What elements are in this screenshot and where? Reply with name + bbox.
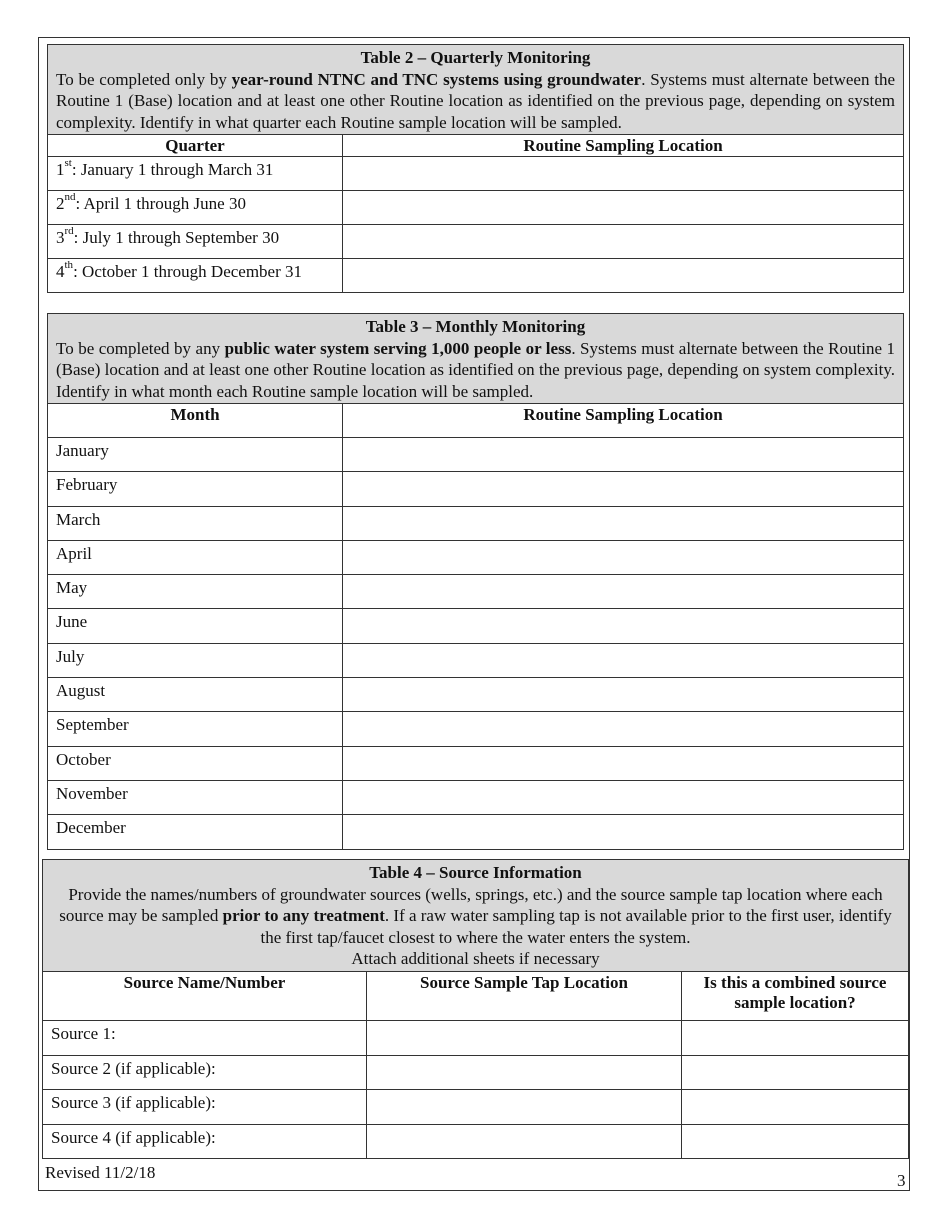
- table-row: [48, 438, 904, 472]
- table4-intro-post: . If a raw water sampling tap is not available prior to the first user, identify the first tap/faucet closest to where the water enters the system.: [260, 906, 892, 947]
- routine-location-field[interactable]: [343, 643, 904, 677]
- source-label: Source 2 (if applicable):: [43, 1055, 367, 1090]
- combined-source-field[interactable]: [682, 1021, 909, 1056]
- month-label: September: [48, 712, 343, 746]
- month-label: March: [48, 506, 343, 540]
- month-label: November: [48, 780, 343, 814]
- routine-location-field[interactable]: [343, 815, 904, 849]
- table3-intro-post: . Systems must alternate between the Routine 1 (Base) location and at least one other Routine location as identified on the previous page, depending on system complexity. Identify in what month each Routine sample location will be sampled.: [56, 338, 896, 401]
- quarter-ordinal: rd: [64, 225, 74, 237]
- table-row: [43, 1021, 909, 1056]
- table3-title: Table 3 – Monthly Monitoring: [365, 317, 586, 336]
- table-monthly-monitoring: [47, 313, 904, 850]
- table2-col-location: Routine Sampling Location: [343, 135, 904, 157]
- table4-intro-pre: Provide the names/numbers of groundwater sources (wells, springs, etc.) and the source sample tap location where each source may be sampled: [59, 884, 883, 925]
- table4-title: Table 4 – Source Information: [369, 863, 582, 882]
- combined-source-field[interactable]: [682, 1055, 909, 1090]
- source-tap-field[interactable]: [367, 1124, 682, 1159]
- routine-location-field[interactable]: [343, 609, 904, 643]
- month-label: January: [48, 438, 343, 472]
- table-row: [43, 1124, 909, 1159]
- table-row: [48, 506, 904, 540]
- quarter-label: [48, 191, 343, 225]
- table-row: [48, 540, 904, 574]
- table4-col-source: Source Name/Number: [43, 972, 367, 1021]
- table-row: [48, 678, 904, 712]
- table4-col-combined: Is this a combined source sample location?: [682, 972, 909, 1021]
- table-row: [48, 712, 904, 746]
- routine-location-field[interactable]: [343, 746, 904, 780]
- table-row: [48, 609, 904, 643]
- quarter-range: : July 1 through September 30: [73, 228, 280, 247]
- source-label: Source 1:: [43, 1021, 367, 1056]
- table4-intro-bold: prior to any treatment: [222, 906, 385, 925]
- table-row: [48, 780, 904, 814]
- quarter-ordinal: th: [64, 259, 74, 271]
- table-row: [48, 157, 904, 191]
- routine-location-field[interactable]: [343, 259, 904, 293]
- month-label: April: [48, 540, 343, 574]
- table-row: [43, 1055, 909, 1090]
- table4-attach-note: Attach additional sheets if necessary: [351, 949, 600, 968]
- quarter-range: : October 1 through December 31: [73, 262, 303, 281]
- routine-location-field[interactable]: [343, 191, 904, 225]
- routine-location-field[interactable]: [343, 780, 904, 814]
- month-label: December: [48, 815, 343, 849]
- table-row: [48, 746, 904, 780]
- combined-source-field[interactable]: [682, 1090, 909, 1125]
- routine-location-field[interactable]: [343, 540, 904, 574]
- quarter-number: 3: [56, 228, 65, 247]
- table2-intro-post: . Systems must alternate between the Routine 1 (Base) location and at least one other Routine location as identified on the previous page, depending on system complexity. Identify in what quarter each Routine sample location will be sampled.: [56, 69, 896, 132]
- table2-title: Table 2 – Quarterly Monitoring: [360, 48, 591, 67]
- month-label: February: [48, 472, 343, 506]
- table2-col-quarter: Quarter: [48, 135, 343, 157]
- quarter-ordinal: st: [64, 157, 72, 169]
- quarter-number: 1: [56, 160, 65, 179]
- source-tap-field[interactable]: [367, 1021, 682, 1056]
- combined-source-field[interactable]: [682, 1124, 909, 1159]
- source-label: Source 4 (if applicable):: [43, 1124, 367, 1159]
- routine-location-field[interactable]: [343, 157, 904, 191]
- quarter-range: : April 1 through June 30: [75, 194, 246, 213]
- table2-intro-bold: year-round NTNC and TNC systems using groundwater: [231, 69, 642, 89]
- table-row: [48, 472, 904, 506]
- source-tap-field[interactable]: [367, 1090, 682, 1125]
- quarter-label: [48, 259, 343, 293]
- month-label: October: [48, 746, 343, 780]
- table-row: [48, 191, 904, 225]
- routine-location-field[interactable]: [343, 712, 904, 746]
- month-label: May: [48, 575, 343, 609]
- table-row: [48, 225, 904, 259]
- source-tap-field[interactable]: [367, 1055, 682, 1090]
- quarter-label: [48, 225, 343, 259]
- table3-intro-bold: public water system serving 1,000 people or less: [224, 338, 572, 358]
- table4-col-tap: Source Sample Tap Location: [367, 972, 682, 1021]
- routine-location-field[interactable]: [343, 678, 904, 712]
- revised-date: Revised 11/2/18: [45, 1163, 156, 1182]
- table-row: [48, 643, 904, 677]
- source-label: Source 3 (if applicable):: [43, 1090, 367, 1125]
- quarter-ordinal: nd: [64, 191, 76, 203]
- quarter-number: 4: [56, 262, 65, 281]
- table3-col-month: Month: [48, 404, 343, 438]
- table2-intro-pre: To be completed only by: [56, 69, 232, 89]
- table4-header: [43, 860, 909, 972]
- table3-intro-pre: To be completed by any: [56, 338, 225, 358]
- table-row: [48, 815, 904, 849]
- month-label: August: [48, 678, 343, 712]
- table-quarterly-monitoring: [47, 44, 904, 293]
- table-row: [43, 1090, 909, 1125]
- routine-location-field[interactable]: [343, 575, 904, 609]
- routine-location-field[interactable]: [343, 472, 904, 506]
- month-label: June: [48, 609, 343, 643]
- quarter-label: [48, 157, 343, 191]
- page-number: 3: [897, 1171, 906, 1190]
- month-label: July: [48, 643, 343, 677]
- table3-col-location: Routine Sampling Location: [343, 404, 904, 438]
- routine-location-field[interactable]: [343, 438, 904, 472]
- routine-location-field[interactable]: [343, 225, 904, 259]
- table3-header: [48, 314, 904, 404]
- table-row: [48, 575, 904, 609]
- routine-location-field[interactable]: [343, 506, 904, 540]
- table-row: [48, 259, 904, 293]
- quarter-range: : January 1 through March 31: [71, 160, 274, 179]
- table-source-information: [42, 859, 909, 1159]
- quarter-number: 2: [56, 194, 65, 213]
- table2-header: [48, 45, 904, 135]
